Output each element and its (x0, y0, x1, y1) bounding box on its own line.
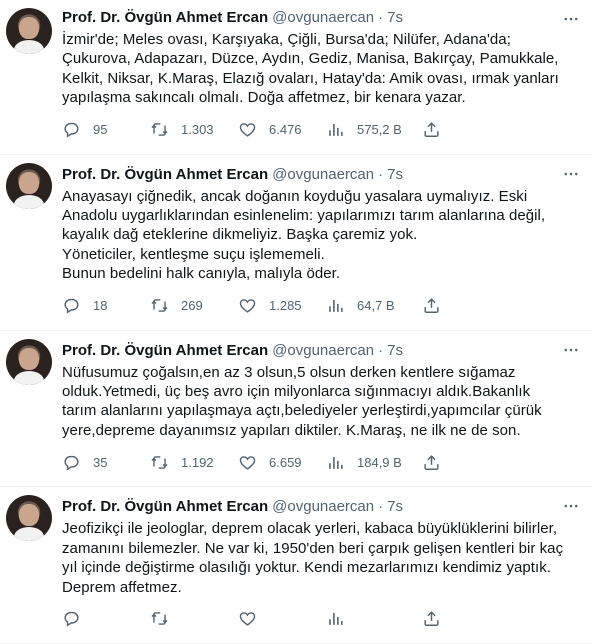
tweet-actions (62, 444, 576, 480)
tweet-text: İzmir'de; Meles ovası, Karşıyaka, Çiğli, Bursa'da; Nilüfer, Adana'da; Çukurova, Adapazarı, Düzce, Aydın, Gediz, Manisa, Bakırçay, Pamukkale, Kelkit, Niksar, K.Maraş, Elazığ ovaları, Hatay'da: Amik ovası, ırmak yanları yapılaşma sakıncalı olmalı. Doğa affetmez, bir kenara yazar. (62, 31, 559, 107)
reply-count: 18 (93, 298, 108, 314)
author-name[interactable]: Prof. Dr. Övgün Ahmet Ercan (62, 498, 269, 516)
like-button[interactable] (238, 120, 326, 139)
tweet-actions (62, 288, 576, 324)
share-button[interactable] (422, 120, 441, 139)
views-button[interactable] (326, 609, 414, 628)
retweet-button[interactable] (150, 453, 238, 472)
tweet-header (62, 165, 576, 185)
views-icon (326, 453, 345, 472)
author-name[interactable]: Prof. Dr. Övgün Ahmet Ercan (62, 165, 269, 183)
like-count: 6.659 (269, 454, 302, 470)
timestamp[interactable]: 7s (387, 341, 403, 359)
retweet-count: 1.192 (181, 454, 214, 470)
avatar[interactable] (6, 495, 52, 541)
heart-icon (238, 453, 257, 472)
author-name[interactable]: Prof. Dr. Övgün Ahmet Ercan (62, 9, 269, 26)
heart-icon (238, 296, 257, 315)
share-icon (422, 609, 441, 628)
share-button[interactable] (422, 296, 441, 315)
like-count: 1.285 (269, 298, 302, 314)
heart-icon (238, 120, 257, 139)
timestamp[interactable]: 7s (387, 165, 403, 183)
share-icon (422, 296, 441, 315)
views-count: 64,7 B (357, 298, 395, 314)
retweet-icon (150, 453, 169, 472)
author-name[interactable]: Prof. Dr. Övgün Ahmet Ercan (62, 341, 269, 359)
more-icon[interactable] (562, 497, 580, 515)
views-button[interactable] (326, 120, 414, 139)
separator-dot: · (378, 9, 384, 26)
tweet-text: Anayasayı çiğnedik, ancak doğanın koyduğu yasalara uymalıyız. Eski Anadolu uygarlıklarından esinlenelim: yapılarımızı tarım alanlarına değil, kayalık dağ eteklerine dikmeliyiz. Başka çaremiz yok. Yöneticiler, kentleşme suçu işlememeli. Bunun bedelini halk canıyla, malıyla öder. (62, 187, 546, 283)
views-count: 575,2 B (357, 122, 402, 138)
reply-count: 95 (93, 122, 108, 138)
retweet-count: 269 (181, 298, 203, 314)
share-button[interactable] (422, 453, 441, 472)
reply-icon (62, 609, 81, 628)
avatar[interactable] (6, 8, 52, 54)
share-icon (422, 453, 441, 472)
reply-button[interactable] (62, 453, 150, 472)
tweet-text: Jeofizikçi ile jeologlar, deprem olacak yerleri, kabaca büyüklüklerini bilirler, zamanını bilemezler. Ne var ki, 1950'den beri çarpık gelişen kentleri bir kaç yıl içinde değiştirme olasılığı yoktur. Kendi mezarlarımızı kendimiz yaptık. Deprem affetmez. (62, 520, 564, 596)
heart-icon (238, 609, 257, 628)
more-icon[interactable] (562, 341, 580, 359)
tweet[interactable] (0, 155, 592, 331)
author-handle[interactable]: @ovgunaercan (272, 165, 375, 183)
views-icon (326, 609, 345, 628)
views-icon (326, 296, 345, 315)
retweet-icon (150, 120, 169, 139)
tweet-text: Nüfusumuz çoğalsın,en az 3 olsun,5 olsun derken kentlere sığamaz olduk.Yetmedi, üç beş avro için milyonlarca sığınmacıyı aldık.Bakanlık tarım alanlarını yapılaşmaya açtı,belediyeler yerleştirdi,yapımcılar çürük yere,depreme dayanımsız yapıları diktiler. K.Maraş, ne ilk ne de son. (62, 363, 542, 439)
reply-icon (62, 296, 81, 315)
like-button[interactable] (238, 453, 326, 472)
reply-button[interactable] (62, 296, 150, 315)
share-button[interactable] (422, 609, 441, 628)
separator-dot: · (378, 341, 384, 359)
tweet-header (62, 497, 576, 517)
retweet-button[interactable] (150, 120, 238, 139)
avatar[interactable] (6, 339, 52, 385)
tweet[interactable] (0, 487, 592, 644)
author-handle[interactable]: @ovgunaercan (272, 9, 375, 26)
retweet-icon (150, 296, 169, 315)
reply-button[interactable] (62, 609, 150, 628)
views-button[interactable] (326, 453, 414, 472)
tweet-actions (62, 112, 576, 148)
reply-count: 35 (93, 454, 108, 470)
avatar[interactable] (6, 163, 52, 209)
reply-icon (62, 120, 81, 139)
timestamp[interactable]: 7s (387, 9, 403, 26)
author-handle[interactable]: @ovgunaercan (272, 498, 375, 516)
tweet-header (62, 341, 576, 361)
share-icon (422, 120, 441, 139)
tweet-actions (62, 601, 576, 637)
author-handle[interactable]: @ovgunaercan (272, 341, 375, 359)
reply-icon (62, 453, 81, 472)
retweet-icon (150, 609, 169, 628)
more-icon[interactable] (562, 165, 580, 183)
retweet-count: 1.303 (181, 122, 214, 138)
timestamp[interactable]: 7s (387, 498, 403, 516)
tweet[interactable] (0, 331, 592, 488)
tweet-header (62, 8, 576, 28)
separator-dot: · (378, 165, 384, 183)
like-button[interactable] (238, 609, 326, 628)
retweet-button[interactable] (150, 296, 238, 315)
like-button[interactable] (238, 296, 326, 315)
more-icon[interactable] (562, 10, 580, 28)
retweet-button[interactable] (150, 609, 238, 628)
views-button[interactable] (326, 296, 414, 315)
views-count: 184,9 B (357, 454, 402, 470)
reply-button[interactable] (62, 120, 150, 139)
like-count: 6.476 (269, 122, 302, 138)
separator-dot: · (378, 498, 384, 516)
views-icon (326, 120, 345, 139)
tweet[interactable] (0, 0, 592, 155)
